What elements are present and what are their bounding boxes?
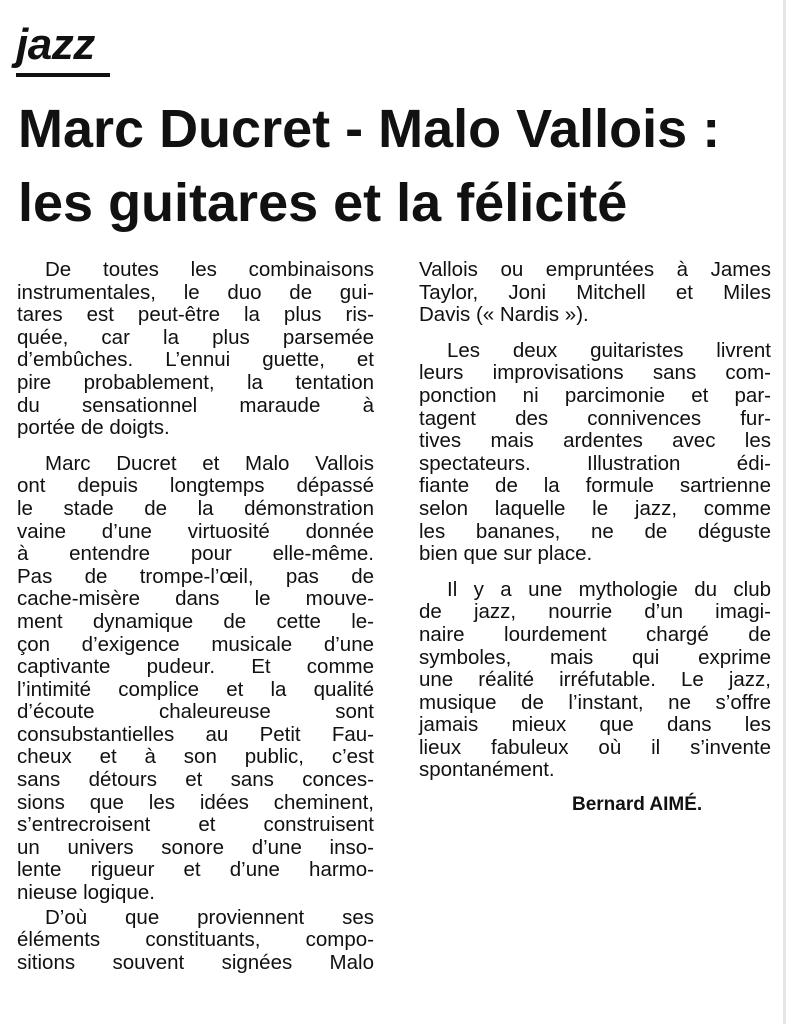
text-line: musique de l’instant, ne s’offre — [419, 690, 771, 714]
text-line: bien que sur place. — [419, 542, 593, 566]
text-line: Marc Ducret et Malo Vallois — [45, 451, 374, 475]
text-line: lieux fabuleux où il s’invente — [419, 735, 771, 759]
paragraph-compositions — [17, 907, 374, 975]
text-line: à entendre pour elle-même. — [17, 542, 374, 566]
paragraph-mythology — [419, 579, 771, 782]
text-line: nieuse logique. — [17, 881, 155, 905]
section-kicker-underline — [16, 73, 110, 77]
text-line: Pas de trompe-l’œil, pas de — [17, 564, 374, 588]
text-line: captivante pudeur. Et comme — [17, 655, 374, 679]
text-line: jamais mieux que dans les — [419, 713, 771, 737]
text-line: tagent des connivences fur- — [419, 406, 771, 430]
section-kicker: jazz — [16, 20, 95, 69]
headline-line-1: Marc Ducret - Malo Vallois : — [18, 99, 721, 159]
text-line: de jazz, nourrie d’un imagi- — [419, 600, 771, 624]
text-line: un univers sonore d’une inso- — [17, 835, 374, 859]
paragraph-improvisations — [419, 340, 771, 566]
text-line: éléments constituants, compo- — [17, 928, 374, 952]
text-line: instrumentales, le duo de gui- — [17, 280, 374, 304]
text-line: sions que les idées cheminent, — [17, 790, 374, 814]
text-line: selon laquelle le jazz, comme — [419, 496, 771, 520]
text-line: ment dynamique de cette le- — [17, 609, 374, 633]
text-line: Taylor, Joni Mitchell et Miles — [419, 280, 771, 304]
author-signature: Bernard AIMÉ. — [572, 794, 703, 815]
text-line: tives mais ardentes avec les — [419, 429, 771, 453]
text-line: cheux et à son public, c’est — [17, 745, 374, 769]
text-line: vaine d’une virtuosité donnée — [17, 519, 374, 543]
text-line: Vallois ou empruntées à James — [419, 258, 771, 281]
text-line: cache-misère dans le mouve- — [17, 587, 374, 611]
text-line: le stade de la démonstration — [17, 496, 374, 520]
text-line: fiante de la formule sartrienne — [419, 474, 771, 498]
text-line: d’embûches. L’ennui guette, et — [17, 348, 374, 372]
text-line: l’intimité complice et la qualité — [17, 677, 374, 701]
text-line: spectateurs. Illustration édi- — [419, 451, 771, 475]
text-line: d’écoute chaleureuse sont — [17, 700, 374, 724]
text-line: une réalité irréfutable. Le jazz, — [419, 668, 771, 692]
text-line: sans détours et sans conces- — [17, 768, 374, 792]
paragraph-musicians — [17, 453, 374, 905]
text-line: pire probablement, la tentation — [17, 370, 374, 394]
text-line: D’où que proviennent ses — [45, 905, 374, 929]
article-column-right — [419, 259, 771, 782]
text-line: portée de doigts. — [17, 416, 170, 440]
article-column-left — [17, 259, 374, 974]
text-line: s’entrecroisent et construisent — [17, 813, 374, 837]
text-line: symboles, mais qui exprime — [419, 645, 771, 669]
paragraph-intro — [17, 259, 374, 440]
text-line: Les deux guitaristes livrent — [447, 338, 771, 362]
text-line: Davis (« Nardis »). — [419, 303, 589, 327]
text-line: lente rigueur et d’une harmo- — [17, 858, 374, 882]
paragraph-gap — [419, 327, 771, 340]
paragraph-gap — [17, 440, 374, 453]
text-line: sitions souvent signées Malo — [17, 950, 374, 974]
paragraph-compositions-continued — [419, 259, 771, 327]
text-line: leurs improvisations sans com- — [419, 361, 771, 385]
text-line: les bananes, ne de déguste — [419, 519, 771, 543]
text-line: ponction ni parcimonie et par- — [419, 383, 771, 407]
paragraph-gap — [419, 566, 771, 579]
text-line: du sensationnel maraude à — [17, 393, 374, 417]
text-line: De toutes les combinaisons — [45, 258, 374, 281]
text-line: Il y a une mythologie du club — [447, 577, 771, 601]
text-line: çon d’exigence musicale d’une — [17, 632, 374, 656]
text-line: quée, car la plus parsemée — [17, 325, 374, 349]
text-line: tares est peut-être la plus ris- — [17, 303, 374, 327]
text-line: ont depuis longtemps dépassé — [17, 474, 374, 498]
article-headline — [18, 92, 778, 240]
text-line: consubstantielles au Petit Fau- — [17, 722, 374, 746]
headline-line-2: les guitares et la félicité — [18, 173, 628, 233]
text-line: naire lourdement chargé de — [419, 622, 771, 646]
text-line: spontanément. — [419, 758, 555, 782]
